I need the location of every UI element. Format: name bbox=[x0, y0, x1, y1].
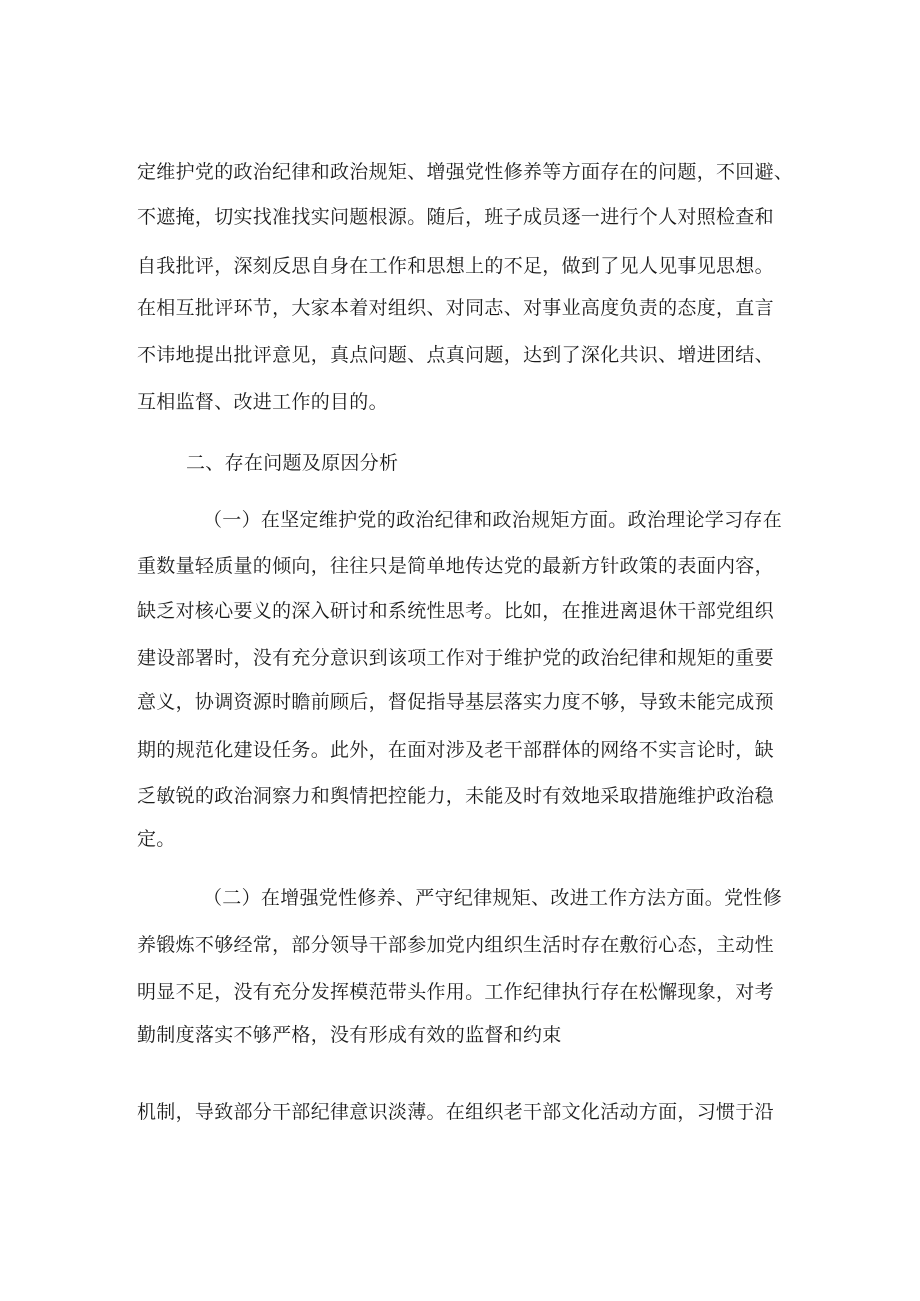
text-line: 养锻炼不够经常，部分领导干部参加党内组织生活时存在敷衍心态，主动性 bbox=[137, 934, 774, 956]
text-line: 机制，导致部分干部纪律意识淡薄。在组织老干部文化活动方面，习惯于沿 bbox=[137, 1101, 774, 1123]
text-line: 自我批评，深刻反思自身在工作和思想上的不足，做到了见人见事见思想。 bbox=[137, 255, 774, 277]
text-line: 定。 bbox=[137, 828, 176, 850]
text-line: 意义，协调资源时瞻前顾后，督促指导基层落实力度不够，导致未能完成预 bbox=[137, 691, 774, 713]
text-line: 乏敏锐的政治洞察力和舆情把控能力，未能及时有效地采取措施维护政治稳 bbox=[137, 785, 774, 807]
text-line: 期的规范化建设任务。此外，在面对涉及老干部群体的网络不实言论时，缺 bbox=[137, 739, 774, 761]
text-line: （二）在增强党性修养、严守纪律规矩、改进工作方法方面。党性修 bbox=[203, 887, 783, 909]
text-line: 互相监督、改进工作的目的。 bbox=[137, 391, 388, 413]
text-line: 不讳地提出批评意见，真点问题、点真问题，达到了深化共识、增进团结、 bbox=[137, 344, 774, 366]
text-line: 建设部署时，没有充分意识到该项工作对于维护党的政治纪律和规矩的重要 bbox=[137, 647, 774, 669]
text-line: 缺乏对核心要义的深入研讨和系统性思考。比如，在推进离退休干部党组织 bbox=[137, 600, 774, 622]
section-heading: 二、存在问题及原因分析 bbox=[186, 452, 399, 474]
text-line: 定维护党的政治纪律和政治规矩、增强党性修养等方面存在的问题，不回避、 bbox=[137, 161, 794, 183]
text-line: 不遮掩，切实找准找实问题根源。随后，班子成员逐一进行个人对照检查和 bbox=[137, 206, 774, 228]
text-line: 明显不足，没有充分发挥模范带头作用。工作纪律执行存在松懈现象，对考 bbox=[137, 981, 774, 1003]
text-line: 重数量轻质量的倾向，往往只是简单地传达党的最新方针政策的表面内容， bbox=[137, 555, 774, 577]
text-line: 在相互批评环节，大家本着对组织、对同志、对事业高度负责的态度，直言 bbox=[137, 297, 774, 319]
text-line: （一）在坚定维护党的政治纪律和政治规矩方面。政治理论学习存在 bbox=[203, 509, 783, 531]
text-line: 勤制度落实不够严格，没有形成有效的监督和约束 bbox=[137, 1024, 562, 1046]
